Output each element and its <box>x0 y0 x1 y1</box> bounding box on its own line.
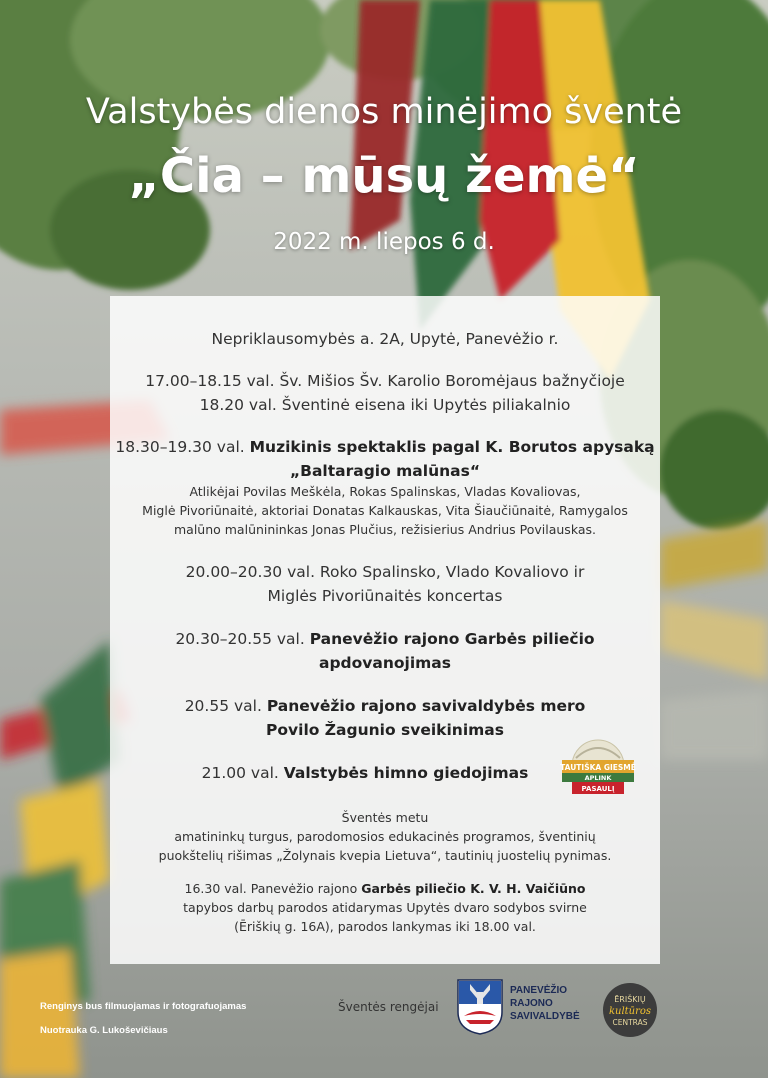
svg-text:APLINK: APLINK <box>584 774 612 782</box>
program-panel <box>110 296 660 964</box>
event-title: Valstybės dienos minėjimo šventė <box>85 92 683 132</box>
festival-line: puokštelių rišimas „Žolynais kvepia Lietuva“, tautinių juostelių pynimas. <box>158 848 612 863</box>
program-item-award: 20.30–20.55 val. Panevėžio rajono Garbės piliečio <box>175 630 595 648</box>
play-cast-line: Atlikėjai Povilas Meškėla, Rokas Spalinskas, Vladas Kovaliovas, <box>189 484 581 499</box>
play-name: „Baltaragio malūnas“ <box>289 462 481 480</box>
svg-text:PASAULĮ: PASAULĮ <box>581 785 615 793</box>
organizers-label: Šventės rengėjai <box>338 1000 439 1014</box>
culture-center-logo <box>602 982 658 1038</box>
program-item-anthem: 21.00 val. Valstybės himno giedojimas <box>201 764 529 782</box>
program-item-procession: 18.20 val. Šventinė eisena iki Upytės piliakalnio <box>199 396 571 414</box>
play-cast-line: malūno malūnininkas Jonas Plučius, režisierius Andrius Povilauskas. <box>173 522 596 537</box>
exhibition-line: (Ēriškių g. 16A), parodos lankymas iki 18.00 val. <box>234 919 536 934</box>
program-item-mass: 17.00–18.15 val. Šv. Mišios Šv. Karolio Boromėjaus bažnyčioje <box>145 372 625 390</box>
event-subtitle: „Čia – mūsų žemė“ <box>128 148 640 204</box>
event-date: 2022 m. liepos 6 d. <box>273 229 495 255</box>
play-title: Muzikinis spektaklis pagal K. Borutos apysaką <box>249 438 655 456</box>
exhibition-line: tapybos darbų parodos atidarymas Upytės dvaro sodybos svirne <box>183 900 587 915</box>
program-item-play <box>110 435 660 459</box>
photo-credit: Nuotrauka G. Lukoševičiaus <box>40 1025 168 1036</box>
municipality-name: PANEVĖŽIO RAJONO SAVIVALDYBĖ <box>510 985 580 1022</box>
svg-text:ĒRIŠKIŲ: ĒRIŠKIŲ <box>614 995 646 1004</box>
festival-line: amatininkų turgus, parodomosios edukacinės programos, šventinių <box>174 829 596 844</box>
svg-text:CENTRAS: CENTRAS <box>612 1018 648 1027</box>
program-item-greeting: 20.55 val. Panevėžio rajono savivaldybės mero <box>184 697 586 715</box>
svg-text:TAUTIŠKA GIESMĖ: TAUTIŠKA GIESMĖ <box>560 763 636 772</box>
program-item-award-line2: apdovanojimas <box>318 654 451 672</box>
svg-text:kultūros: kultūros <box>608 1006 652 1017</box>
municipality-coat-of-arms <box>456 978 504 1036</box>
program-item-concert-line2: Miglės Pivoriūnaitės koncertas <box>267 587 503 605</box>
festival-heading: Šventės metu <box>341 810 429 825</box>
anthem-badge-logo <box>558 738 638 804</box>
program-item-greeting-line2: Povilo Žagunio sveikinimas <box>266 721 504 739</box>
exhibition-line: 16.30 val. Panevėžio rajono Garbės piliečio K. V. H. Vaičiūno <box>184 881 586 896</box>
address: Nepriklausomybės a. 2A, Upytė, Panevėžio r. <box>211 330 559 348</box>
program-item-concert: 20.00–20.30 val. Roko Spalinsko, Vlado Kovaliovo ir <box>185 563 585 581</box>
play-cast-line: Miglė Pivoriūnaitė, aktoriai Donatas Kalkauskas, Vita Šiaučiūnaitė, Ramygalos <box>142 503 628 518</box>
filming-note: Renginys bus filmuojamas ir fotografuojamas <box>40 1001 247 1012</box>
play-time: 18.30–19.30 val. <box>115 438 245 456</box>
